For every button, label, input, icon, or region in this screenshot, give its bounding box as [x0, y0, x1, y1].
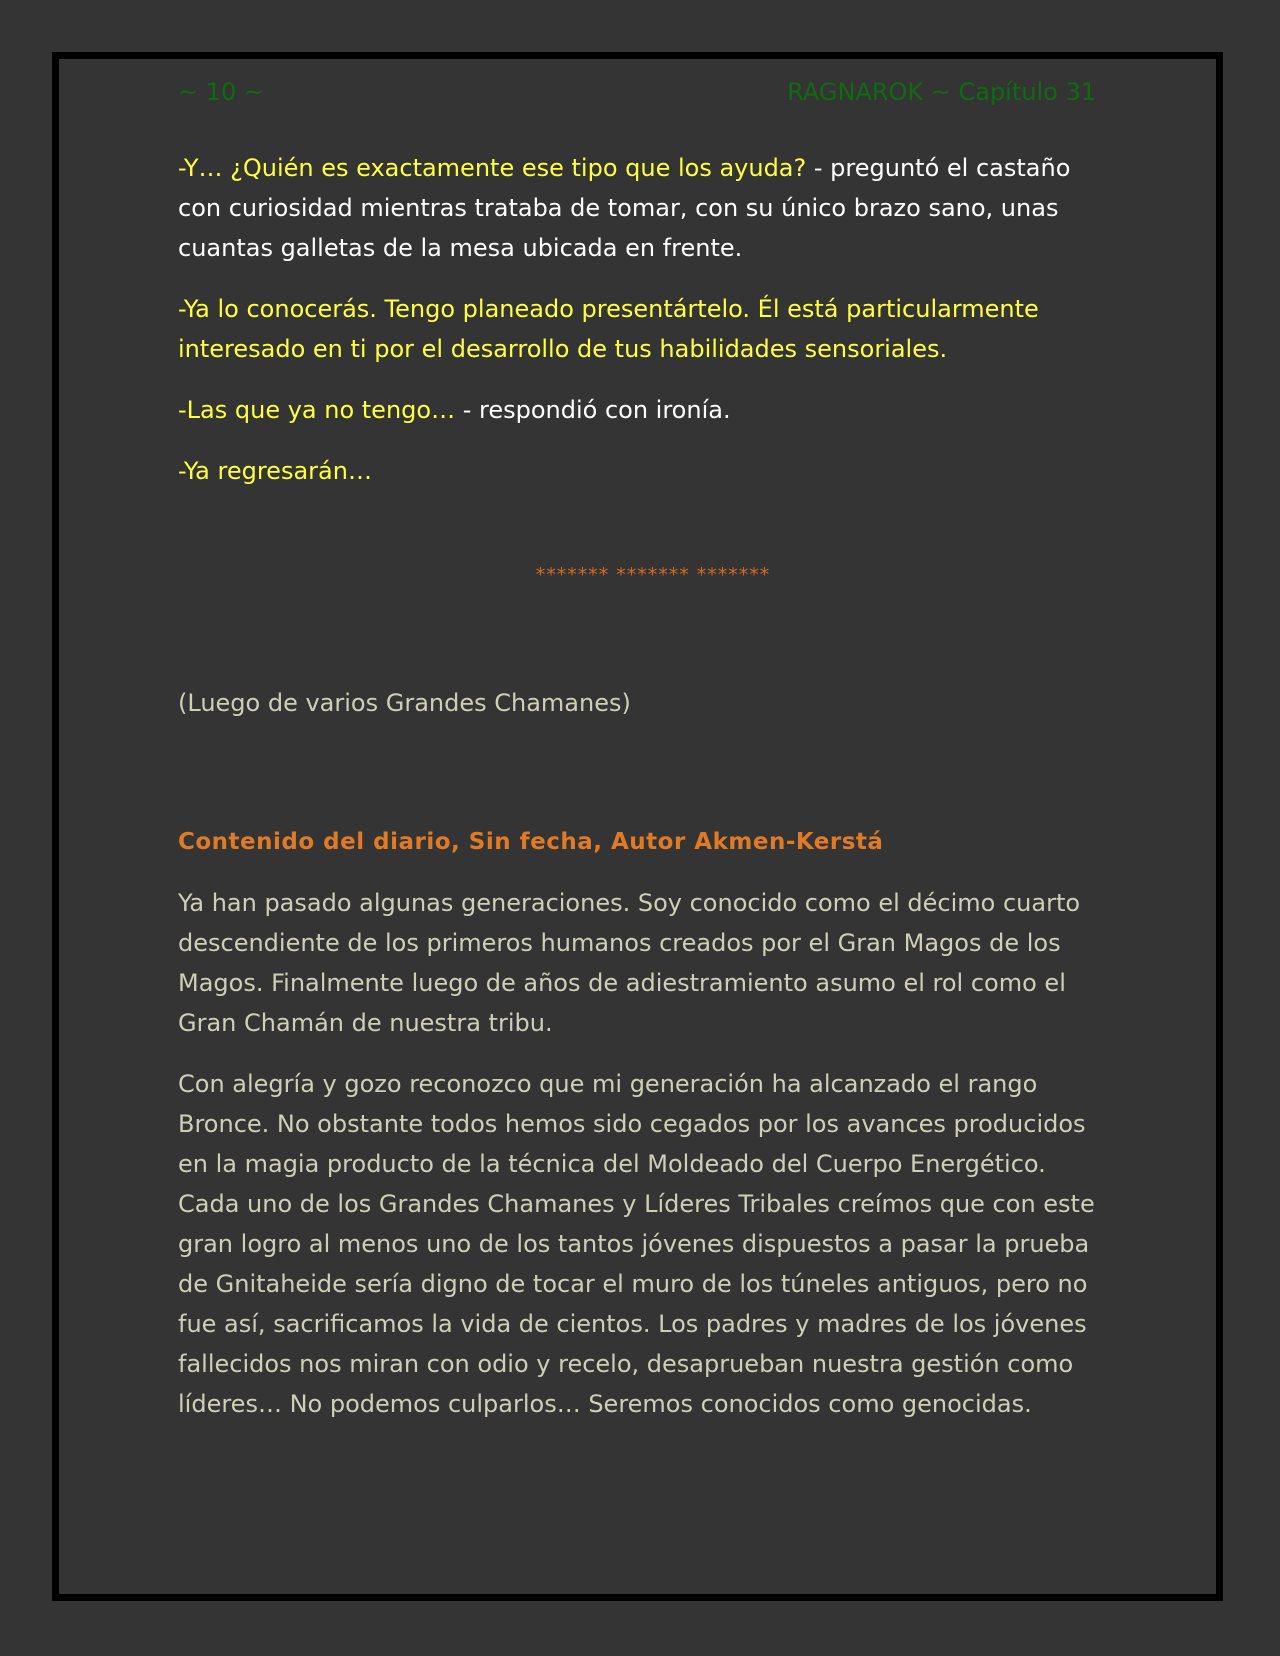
dialogue-text: -Y… ¿Quién es exactamente ese tipo que los ayuda?	[178, 154, 807, 182]
paragraph-2	[178, 289, 1108, 369]
dialogue-text: -Ya regresarán…	[178, 457, 372, 485]
page-header	[178, 78, 1096, 110]
narration-text: - preguntó el castaño con curiosidad mientras trataba de tomar, con su único brazo sano, unas cuantas galletas de la mesa ubicada en frente.	[178, 154, 1071, 262]
running-title: RAGNAROK ~ Capítulo 31	[787, 78, 1096, 106]
dialogue-text: -Las que ya no tengo…	[178, 396, 456, 424]
diary-paragraph-2: Con alegría y gozo reconozco que mi generación ha alcanzado el rango Bronce. No obstante todos hemos sido cegados por los avances producidos en la magia producto de la técnica del Moldeado del Cuerpo Energético. Cada uno de los Grandes Chamanes y Líderes Tribales creímos que con este gran logro al menos uno de los tantos jóvenes dispuestos a pasar la prueba de Gnitaheide sería digno de tocar el muro de los túneles antiguos, pero no fue así, sacrificamos la vida de cientos. Los padres y madres de los jóvenes fallecidos nos miran con odio y recelo, desaprueban nuestra gestión como líderes… No podemos culparlos… Seremos conocidos como genocidas.	[178, 1070, 1095, 1418]
dialogue-text: -Ya lo conocerás. Tengo planeado presentártelo. Él está particularmente interesado en ti por el desarrollo de tus habilidades sensoriales.	[178, 295, 1039, 363]
paragraph-1	[178, 148, 1108, 268]
diary-heading: Contenido del diario, Sin fecha, Autor Akmen-Kerstá	[178, 829, 884, 855]
scene-separator: ******* ******* *******	[535, 564, 771, 586]
page-number: ~ 10 ~	[178, 78, 265, 106]
diary-paragraph-1: Ya han pasado algunas generaciones. Soy conocido como el décimo cuarto descendiente de los primeros humanos creados por el Gran Magos de los Magos. Finalmente luego de años de adiestramiento asumo el rol como el Gran Chamán de nuestra tribu.	[178, 889, 1081, 1037]
paragraph-3	[178, 390, 1108, 430]
narration-text: - respondió con ironía.	[455, 396, 731, 424]
flashback-note: (Luego de varios Grandes Chamanes)	[178, 689, 631, 717]
page-content	[178, 148, 1108, 1445]
paragraph-4	[178, 451, 1108, 491]
